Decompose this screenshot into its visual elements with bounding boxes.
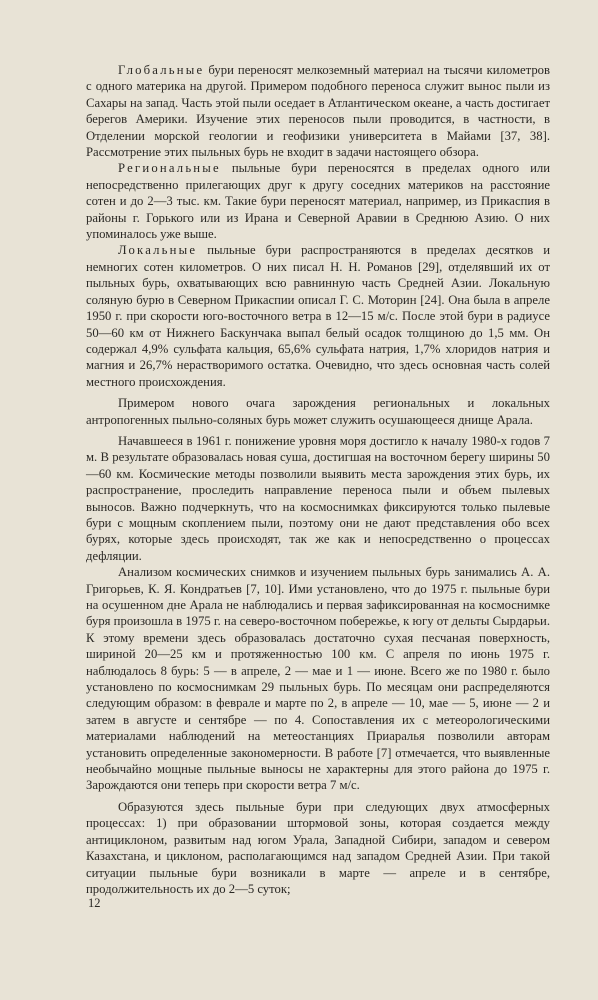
paragraph-text: пыльные бури переносятся в пределах одного или непосредственно прилегающих друг к другу соседних материков на расстояние сотен и до 2—3 тыс. км. Такие бури переносят материал, например, из Прикаспия в районы г. Горького или из Ирана и Северной Аравии в Среднюю Азию. О них упоминалось уже выше. xyxy=(86,161,550,242)
term-global: Глобальные xyxy=(118,63,205,77)
paragraph-aral-example xyxy=(86,395,550,428)
term-regional: Региональные xyxy=(118,161,221,176)
paragraph-atmospheric-processes xyxy=(86,799,550,897)
paragraph-sea-level xyxy=(86,433,550,564)
paragraph-local-storms xyxy=(86,242,550,390)
paragraph-global-storms xyxy=(86,62,550,160)
paragraph-text: Начавшееся в 1961 г. понижение уровня моря достигло к началу 1980-х годов 7 м. В результате образовалась новая суша, достигшая на восточном берегу ширины 50—60 км. Космические методы позволили выявить места зарождения этих бурь, их распространение, проследить направление переноса пыли и объем пылевых выносов. Важно подчеркнуть, что на космоснимках фиксируются только пылевые бури с мощным скоплением пыли, поэтому они не дают представления обо всех бурях, которые здесь происходят, так же как и непосредственно о процессах дефляции. xyxy=(86,433,550,563)
paragraph-satellite-analysis xyxy=(86,564,550,794)
paragraph-regional-storms xyxy=(86,160,550,242)
term-local: Локальные xyxy=(118,243,198,258)
paragraph-text: пыльные бури распространяются в пределах десятков и немногих сотен километров. О них писал Н. Н. Романов [29], отделявший их от пыльных бурь, охватывающих всю равнинную часть Средней Азии. Локальную соляную бурю в Северном Прикаспии описал Г. С. Моторин [24]. Она была в апреле 1950 г. при скорости юго-восточного ветра в 12—15 м/с. После этой бури в радиусе 50—60 км от Нижнего Баскунчака выпал белый осадок толщиною до 1,5 мм. Он содержал 4,9% сульфата кальция, 65,6% сульфата натрия, 1,7% хлоридов натрия и магния и 26,7% нерастворимого остатка. Очевидно, что здесь основная часть солей местного происхождения. xyxy=(86,243,550,389)
paragraph-text: Примером нового очага зарождения региональных и локальных антропогенных пыльно-соляных бурь может служить осушающееся днище Арала. xyxy=(86,396,550,427)
page-number: 12 xyxy=(88,896,101,910)
paragraph-text: Анализом космических снимков и изучением пыльных бурь занимались А. А. Григорьев, К. Я. Кондратьев [7, 10]. Ими установлено, что до 1975 г. пыльные бури на осушенном дне Арала не наблюдались и первая зафиксированная на космоснимке буря произошла в 1975 г. на северо-восточном побережье, к югу от дельты Сырдарьи. К этому времени здесь образовалась достаточно сухая песчаная поверхность, шириной 20—25 км и протяженностью 100 км. С апреля по июнь 1975 г. наблюдалось 8 бурь: 5 — в апреле, 2 — мае и 1 — июне. Всего же по 1980 г. было установлено по космоснимкам 29 пыльных бурь. По месяцам они распределяются следующим образом: в феврале и марте по 2, в апреле — 10, мае — 5, июне — 2 и затем в августе и сентябре — по 4. Сопоставления их с метеорологическими материалами наблюдений на метеостанциях Приаралья позволили авторам установить определенные закономерности. В работе [7] отмечается, что выявленные необычайно мощные пыльные выносы не характерны для этого района до 1975 г. Зарождаются они теперь при скорости ветра 7 м/с. xyxy=(86,565,550,793)
paragraph-text: бури переносят мелкоземный материал на тысячи километров с одного материка на другой. Примером подобного переноса служит вынос пыли из Сахары на запад. Часть этой пыли оседает в Атлантическом океане, а часть достигает берегов Америки. Изучение этих переносов пыли проводится, в частности, в Отделении морской геологии и геофизики университета в Майами [37, 38]. Рассмотрение этих пыльных бурь не входит в задачи настоящего обзора. xyxy=(86,63,550,160)
paragraph-text: Образуются здесь пыльные бури при следующих двух атмосферных процессах: 1) при образовании штормовой зоны, которая создается между антициклоном, развитым над югом Урала, Западной Сибири, западом и севером Казахстана, и циклоном, располагающимся над западом Средней Азии. При такой ситуации пыльные бури возникали в марте — апреле и в сентябре, продолжительность их до 2—5 суток; xyxy=(86,799,550,896)
